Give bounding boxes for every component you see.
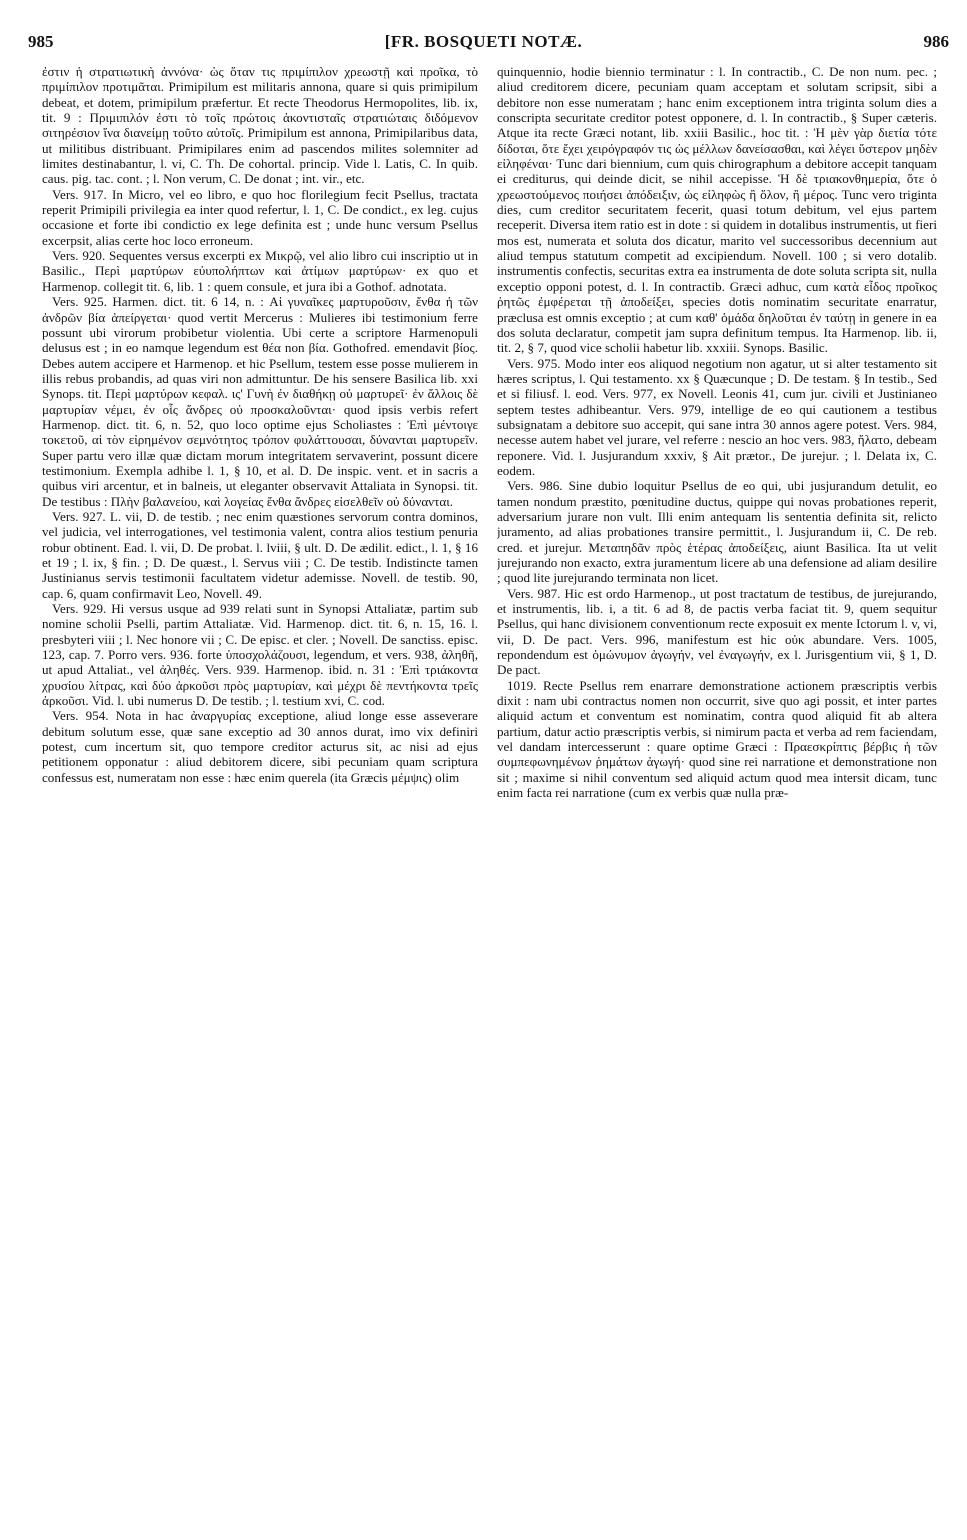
paragraph: Vers. 920. Sequentes versus excerpti ex Μικρῷ, vel alio libro cui inscriptio ut in Basilic., Περὶ μαρτύρων εὐυπολήπτων καὶ ἀτίμων μαρτύρων· ex quo et Harmenop. collegit tit. 6, lib. 1 : quem consule, et jura ibi a Gothof. adnotata. [42, 248, 478, 294]
paragraph: Vers. 929. Hi versus usque ad 939 relati sunt in Synopsi Attaliatæ, partim sub nomine scholii Pselli, partim Attaliatæ. Vid. Harmenop. dict. tit. 6, n. 15, 16. l. presbyteri viii ; l. Nec honore vii ; C. De episc. et cler. ; Novell. De sanctiss. episc. 123, cap. 7. Porro vers. 936. forte ὑποσχολάζουσι, legendum, et vers. 938, ἀληθῆ, ut apud Attaliat., vel ἀληθές. Vers. 939. Harmenop. ibid. n. 31 : Ἐπὶ τριάκοντα χρυσίου λίτρας, καὶ δύο ἀρκοῦσι πρὸς μαρτυρίαν, καὶ μέχρι δὲ πεντήκοντα τρεῖς ἀρκοῦσι. Vid. l. ubi numerus D. De testib. ; l. testium xvi, C. cod. [42, 601, 478, 709]
paragraph: Vers. 917. In Micro, vel eo libro, e quo hoc florilegium fecit Psellus, tractata reperit Primipili privilegia ea inter quod refertur, l. 1, C. De condict., ex leg. cujus occasione et forte ibi condictio ex lege definita est ; unde hunc versum Psellus excerpsit, alias certe hoc loco erroneum. [42, 186, 478, 248]
paragraph: Vers. 927. L. vii, D. de testib. ; nec enim quæstiones servorum contra dominos, vel judicia, vel interrogationes, vel testimonia valent, contra alios testium penuria robur obtinent. Ead. l. vii, D. De probat. l. lviii, § ult. D. De ædilit. edict., l. 1, § 16 et 19 ; l. ix, § fin. ; D. De quæst., l. Servus viii ; C. De testib. Indistincte tamen Justinianus servis testimonii facultatem videtur ademisse. Novell. de testib. 90, cap. 6, quam confirmavit Leo, Novell. 49. [42, 508, 478, 601]
paragraph: quinquennio, hodie biennio terminatur : l. In contractib., C. De non num. pec. ; aliud creditorem dicere, pecuniam quam acceptam et solutam scripsit, sibi a debitore non esse numeratam ; hanc enim exceptionem intra triginta solum dies a conscripta securitate creditor potest opponere, d. l. In contractib., § Super cæteris. Atque ita recte Græci notant, lib. xxiii Basilic., hoc tit. : Ἡ μὲν γὰρ διετία τότε δίδοται, ὅτε ἔχει χειρόγραφόν τις ὡς μέλλων δανείσασθαι, καὶ λέγει ὕστερον μηδὲν εἰληφέναι· Tunc dari biennium, cum quis chirographum a debitore accepit tanquam ei crediturus, qui deinde dicit, se nihil accepisse. Ἡ δὲ τριακονθημερία, ὅτε ὁ χρεωστούμενος ποιήσει ἀπόδειξιν, ὡς εἰληφὼς ἢ ὅλον, ἢ μέρος. Tunc vero triginta dies, cum creditor securitatem fecerit, quasi totum debitum, vel ejus partem receperit. Diversa item ratio est in dote : si quidem in dotalibus instrumentis, ut fieri mos est, numerata et soluta dos dicatur, marito vel successoribus decennium aut aliud tempus statutum competit ad excipiendum. Novell. 100 ; si vero dotalib. instrumentis confectis, securitas extra ea instrumenta de dote soluta scripta sit, nulla exceptio opponi potest, d. l. In contractib. Græci adhuc, cum κατὰ εἶδος προῖκος ῥητῶς ἐμφέρεται τῇ ἀποδείξει, species dotis nominatim securitate enarratur, præclusa est omnis exceptio ; at cum καθ' ὁμάδα δηλοῦται ἐν ταύτῃ in genere in ea dos soluta declaratur, competit jam supra definitum tempus. Ita Harmenop. lib. ii, tit. 2, § 7, quod vice scholii habetur lib. xxxiii. Synops. Basilic. [497, 64, 937, 356]
paragraph: 1019. Recte Psellus rem enarrare demonstratione actionem præscriptis verbis dixit : nam ubi contractus nomen non occurrit, sive quo agi possit, et inter partes aliquid actum et conventum est nominatim, contra quod aliquid fit ab altera partium, datur actio præscriptis verbis, si nimirum pacta et verba ad rem faciendam, vel dandam intercesserunt : quare optime Græci : Πραεσκρίπτις βέρβις ἡ τῶν συμπεφωνημένων ῥημάτων ἀγωγή· quod sine rei narratione et demonstratione non sit ; maxime si nihil conventum sed aliquid actum quod mea intersit dicam, tunc enim facta rei narratione (cum ex verbis quæ nulla præ- [497, 677, 937, 801]
paragraph: Vers. 925. Harmen. dict. tit. 6 14, n. : Αἱ γυναῖκες μαρτυροῦσιν, ἔνθα ἡ τῶν ἀνδρῶν βία ἀπείργεται· quod vertit Mercerus : Mulieres ibi testimonium ferre possunt ubi virorum probibetur violentia. Ubi certe a scriptore Harmenopuli delusus est ; in eo namque legendum est θέα non βία. Gothofred. emendavit βίος. Debes autem accipere et Harmenop. et hic Psellum, testem esse posse mulierem in illis rebus probandis, ad quas viri non admittuntur. De his sensere Basilica lib. xxi Synops. tit. Περὶ μαρτύρων κεφαλ. ις' Γυνὴ ἐν διαθήκῃ οὐ μαρτυρεῖ· ἐν ἄλλοις δὲ μαρτυρίαν νέμει, ἐν οἷς ἄνδρες οὐ προσκαλοῦνται· quod ipsis verbis refert Harmenop. dict. tit. 6, n. 52, quo loco optime ejus Scholiastes : Ἐπὶ μέντοιγε τοκετοῦ, αἱ τὸν εἰρημένον σεμνότητος τρόπον φυλάττουσαι, δύνανται μαρτυρεῖν. Super partu vero illæ quæ dictam morum integritatem servaverint, possunt dicere testimonium. Exempla adhibe l. 1, § 10, et al. D. De inspic. vent. et in sacris a quibus viri arcentur, et in balneis, ut eleganter observavit Attaliata in Synopsi. tit. De testibus : Πλὴν βαλανείου, καὶ λογείας ἔνθα ἄνδρες εἰσελθεῖν οὐ δύνανται. [42, 294, 478, 509]
running-header [0, 30, 967, 54]
page-number-right: 986 [923, 32, 949, 51]
running-title: [FR. BOSQUETI NOTÆ. [384, 32, 583, 51]
paragraph: ἐστιν ἡ στρατιωτικὴ ἀννόνα· ὡς ὅταν τις πριμίπιλον χρεωστῇ καὶ προῖκα, τὸ πριμίπιλον προτιμᾶται. Primipilum est militaris annona, quare si quis primipilum debeat, et dotem, primipilum præfertur. Et recte Theodorus Hermopolites, lib. ix, tit. 9 : Πριμιπιλόν ἐστι τὸ τοῖς πρώτοις ἀκοντισταῖς στρατιώταις διδόμενον σιτηρέσιον ἵνα διανείμῃ τοῦτο αὐτοῖς. Primipilum est annona, Primipilaribus data, ut militibus distribuant. Primipilares enim ad pascendos milites solemniter ad limites destinabantur, l. vi, C. Th. De cohortal. princip. Vide l. Latis, C. In quib. caus. pig. tac. cont. ; l. Non verum, C. De donat ; int. vir., etc. [42, 64, 478, 187]
left-column [42, 64, 478, 1530]
paragraph: Vers. 987. Hic est ordo Harmenop., ut post tractatum de testibus, de jurejurando, et instrumentis, lib. i, a tit. 6 ad 8, de pactis verba faciat tit. 9, quem sequitur Psellus, qui hanc divisionem conventionum recte exposuit ex mente Ictorum l. v, vi, vii, D. De pact. Vers. 996, manifestum est hic οὐκ abundare. Vers. 1005, repondendum est ὁμώνυμον ἀγωγήν, vel ἐναγωγήν, ex l. Jurisgentium vii, § 1, D. De pact. [497, 585, 937, 678]
page-number-left: 985 [28, 32, 54, 51]
paragraph: Vers. 986. Sine dubio loquitur Psellus de eo qui, ubi jusjurandum detulit, eo tamen nondum præstito, pœnitudine ductus, quippe qui novas probationes reperit, adversarium jurare non vult. Illi enim antequam lis sententia definita sit, relicto juramento, ad alias probationes transire permittit., l. Jusjurandum ii, C. De reb. cred. et jurejur. Μεταπηδᾶν πρὸς ἑτέρας ἀποδείξεις, aiunt Basilica. Ita ut velit jurejurando non exacto, extra juramentum licere ab una defensione ad aliam desilire ; quod lite jurejurando terminata non licet. [497, 478, 937, 586]
paragraph: Vers. 975. Modo inter eos aliquod negotium non agatur, ut si alter testamento sit hæres scriptus, l. Qui testamento. xx § Quæcunque ; D. De testam. § In testib., Sed et si filiusf. l. eod. Vers. 977, ex Novell. Leonis 41, cum jur. civili et Justinianeo septem testes adhibeantur. Vers. 979, intellige de eo qui cautionem a testibus subsignatam a debitore suo accepit, qui sane intra 30 annos agere potest. Vers. 984, necesse autem habet vel jurare, vel referre : nescio an hoc vers. 983, ἥλατο, debeam reponere. Vid. l. Jusjurandum xxxiv, § Ait prætor., De jurejur. ; l. Delata ix, C. eodem. [497, 355, 937, 478]
paragraph: Vers. 954. Nota in hac ἀναργυρίας exceptione, aliud longe esse asseverare debitum solutum esse, quæ sane exceptio ad 30 annos durat, imo vix definiri potest, cum incertum sit, quo tempore creditor acturus sit, ac nisi ad ejus petitionem opponatur : aliud debitorem dicere, sibi pecuniam quam scriptura confessus est, numeratam non esse : hæc enim querela (ita Græcis μέμψις) olim [42, 708, 478, 785]
right-column [497, 64, 937, 1530]
